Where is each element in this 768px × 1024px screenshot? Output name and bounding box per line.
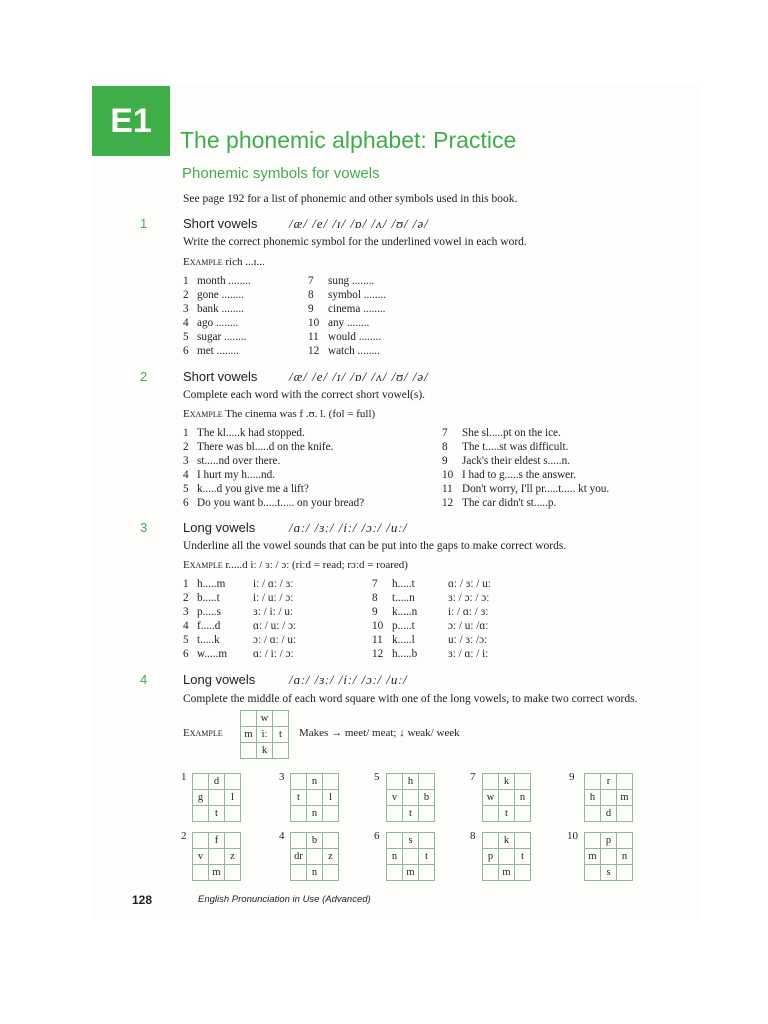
square-cell: t [499, 806, 515, 822]
word-square [290, 773, 339, 822]
square-cell: m [585, 849, 601, 865]
unit-badge: E1 [92, 86, 170, 156]
example-label: Example [183, 256, 223, 268]
square-cell: d [209, 774, 225, 790]
square-cell: w [257, 711, 273, 727]
square-center[interactable] [403, 790, 419, 806]
square-cell: iː [257, 727, 273, 743]
square-cell: t [403, 806, 419, 822]
section-symbols: /æ/ /e/ /ɪ/ /ɒ/ /ʌ/ /ʊ/ /ə/ [289, 216, 429, 231]
square-center[interactable] [209, 849, 225, 865]
square-number: 2 [181, 830, 187, 842]
square-cell: t [273, 727, 289, 743]
square-center[interactable] [307, 849, 323, 865]
book-title: English Pronunciation in Use (Advanced) [198, 894, 371, 905]
list-item: 2 b.....t iː / uː / ɔː [183, 591, 294, 604]
square-number: 9 [569, 771, 575, 783]
list-item: 1 h.....m iː / ɑː / ɜː [183, 578, 294, 590]
item-list-right [442, 427, 609, 510]
list-item: 1 The kl.....k had stopped. [183, 427, 305, 439]
word-square [482, 832, 531, 881]
word-square [192, 832, 241, 881]
section-number: 4 [140, 672, 148, 687]
square-number: 4 [279, 830, 285, 842]
list-item: 8 t.....n ɜː / ɔː / ɔː [372, 591, 490, 604]
section-instruction: Write the correct phonemic symbol for the underlined vowel in each word. [183, 236, 527, 248]
square-number: 3 [279, 771, 285, 783]
list-item: 11 Don't worry, I'll pr.....t..... kt you. [442, 482, 610, 495]
square-cell: d [601, 806, 617, 822]
square-center[interactable] [499, 790, 515, 806]
square-cell: n [307, 806, 323, 822]
list-item: 2 There was bl.....d on the knife. [183, 440, 334, 453]
list-item: 9 Jack's their eldest s.....n. [442, 454, 570, 467]
section-heading: Short vowels [183, 369, 258, 384]
example-text: Makes → meet/ meat; ↓ weak/ week [299, 727, 460, 739]
square-cell: g [193, 790, 209, 806]
square-cell: m [617, 790, 633, 806]
square-cell: n [515, 790, 531, 806]
square-cell: t [291, 790, 307, 806]
list-item: 7 sung ........ [308, 275, 375, 287]
square-cell: k [499, 774, 515, 790]
example-text: rich ...ɪ... [225, 256, 265, 268]
list-item: 6 met ........ [183, 344, 239, 357]
list-item: 3 bank ........ [183, 302, 244, 315]
section-instruction: Complete the middle of each word square with one of the long vowels, to make two correct words. [183, 693, 638, 705]
square-cell: b [419, 790, 435, 806]
list-item: 10 I had to g.....s the answer. [442, 468, 577, 481]
example-text: r.....d iː / ɜː / ɔː (riːd = read; rɔːd = roared) [225, 559, 408, 571]
square-cell: k [257, 743, 273, 759]
list-item: 11 k.....l uː / ɜː /ɔː [372, 633, 488, 646]
list-item: 5 sugar ........ [183, 330, 247, 343]
list-item: 6 Do you want b.....t..... on your bread? [183, 496, 365, 509]
square-cell: s [403, 833, 419, 849]
list-item: 7 h.....t ɑː / ɜː / uː [372, 578, 491, 590]
word-square [386, 832, 435, 881]
list-item: 8 symbol ........ [308, 288, 387, 301]
section-heading: Long vowels [183, 520, 256, 535]
list-item: 6 w.....m ɑː / iː / ɔː [183, 647, 294, 660]
section-heading: Long vowels [183, 672, 256, 687]
section-heading: Short vowels [183, 216, 258, 231]
list-item: 5 t.....k ɔː / ɑː / uː [183, 633, 297, 646]
square-cell: v [193, 849, 209, 865]
square-center[interactable] [601, 790, 617, 806]
section-symbols: /ɑː/ /ɜː/ /iː/ /ɔː/ /uː/ [289, 672, 408, 687]
example-label: Example [183, 727, 223, 739]
list-item: 9 k.....n iː / ɑː / ɜː [372, 605, 489, 618]
example-text: The cinema was f .ʊ. l. (fol = full) [225, 408, 376, 420]
section-symbols: /æ/ /e/ /ɪ/ /ɒ/ /ʌ/ /ʊ/ /ə/ [289, 369, 429, 384]
list-item: 3 p.....s ɜː / iː / uː [183, 605, 294, 618]
list-item: 4 I hurt my h.....nd. [183, 468, 275, 481]
intro-text: See page 192 for a list of phonemic and other symbols used in this book. [183, 193, 518, 205]
square-cell: w [483, 790, 499, 806]
square-cell: n [307, 774, 323, 790]
list-item: 2 gone ........ [183, 288, 244, 301]
list-item: 4 f.....d ɑː / uː / ɔː [183, 619, 297, 632]
square-cell: p [601, 833, 617, 849]
example-word-square [240, 710, 289, 759]
item-list-left [183, 427, 364, 510]
square-number: 8 [470, 830, 476, 842]
list-item: 12 h.....b ɜː / ɑː / iː [372, 647, 489, 660]
square-cell: z [323, 849, 339, 865]
square-cell: r [601, 774, 617, 790]
list-item: 11 would ........ [308, 330, 382, 343]
square-cell: s [601, 865, 617, 881]
list-item: 12 watch ........ [308, 344, 380, 357]
square-number: 10 [567, 830, 578, 842]
word-square [584, 832, 633, 881]
word-square [386, 773, 435, 822]
square-center[interactable] [403, 849, 419, 865]
list-item: 1 month ........ [183, 275, 251, 287]
workbook-page [92, 85, 700, 920]
square-cell: t [209, 806, 225, 822]
square-center[interactable] [499, 849, 515, 865]
square-cell: l [323, 790, 339, 806]
square-cell: m [241, 727, 257, 743]
square-number: 5 [374, 771, 380, 783]
section-symbols: /ɑː/ /ɜː/ /iː/ /ɔː/ /uː/ [289, 520, 408, 535]
square-cell: f [209, 833, 225, 849]
square-cell: z [225, 849, 241, 865]
item-list-right [372, 578, 491, 661]
item-list-left [183, 578, 296, 661]
section-instruction: Underline all the vowel sounds that can be put into the gaps to make correct words. [183, 540, 567, 552]
square-cell: m [499, 865, 515, 881]
square-number: 7 [470, 771, 476, 783]
square-cell: v [387, 790, 403, 806]
example-label: Example [183, 408, 223, 420]
square-cell: n [307, 865, 323, 881]
square-cell: t [419, 849, 435, 865]
section-instruction: Complete each word with the correct short vowel(s). [183, 389, 426, 401]
page-number: 128 [132, 893, 153, 907]
square-cell: k [499, 833, 515, 849]
square-cell: h [403, 774, 419, 790]
page-subtitle: Phonemic symbols for vowels [182, 165, 380, 182]
word-square [290, 832, 339, 881]
square-cell: n [617, 849, 633, 865]
word-square [482, 773, 531, 822]
square-cell: m [209, 865, 225, 881]
square-center[interactable] [601, 849, 617, 865]
square-center[interactable] [307, 790, 323, 806]
square-number: 1 [181, 771, 187, 783]
section-number: 3 [140, 520, 148, 535]
list-item: 7 She sl.....pt on the ice. [442, 427, 561, 439]
list-item: 9 cinema ........ [308, 302, 386, 315]
item-list-right [308, 275, 386, 358]
square-cell: t [515, 849, 531, 865]
square-cell: n [387, 849, 403, 865]
square-cell: m [403, 865, 419, 881]
section-number: 2 [140, 369, 148, 384]
word-square [192, 773, 241, 822]
example-label: Example [183, 559, 223, 571]
square-number: 6 [374, 830, 380, 842]
word-square [584, 773, 633, 822]
square-cell: p [483, 849, 499, 865]
list-item: 8 The t.....st was difficult. [442, 440, 569, 453]
item-list-left [183, 275, 251, 358]
list-item: 10 any ........ [308, 316, 370, 329]
square-cell: h [585, 790, 601, 806]
section-number: 1 [140, 216, 148, 231]
list-item: 5 k.....d you give me a lift? [183, 482, 309, 495]
square-center[interactable] [209, 790, 225, 806]
square-cell: b [307, 833, 323, 849]
list-item: 4 ago ........ [183, 316, 239, 329]
square-cell: dr [291, 849, 307, 865]
square-cell: l [225, 790, 241, 806]
list-item: 10 p.....t ɔː / uː /ɑː [372, 619, 489, 632]
list-item: 12 The car didn't st.....p. [442, 496, 557, 509]
page-title: The phonemic alphabet: Practice [180, 127, 517, 153]
list-item: 3 st.....nd over there. [183, 454, 281, 467]
